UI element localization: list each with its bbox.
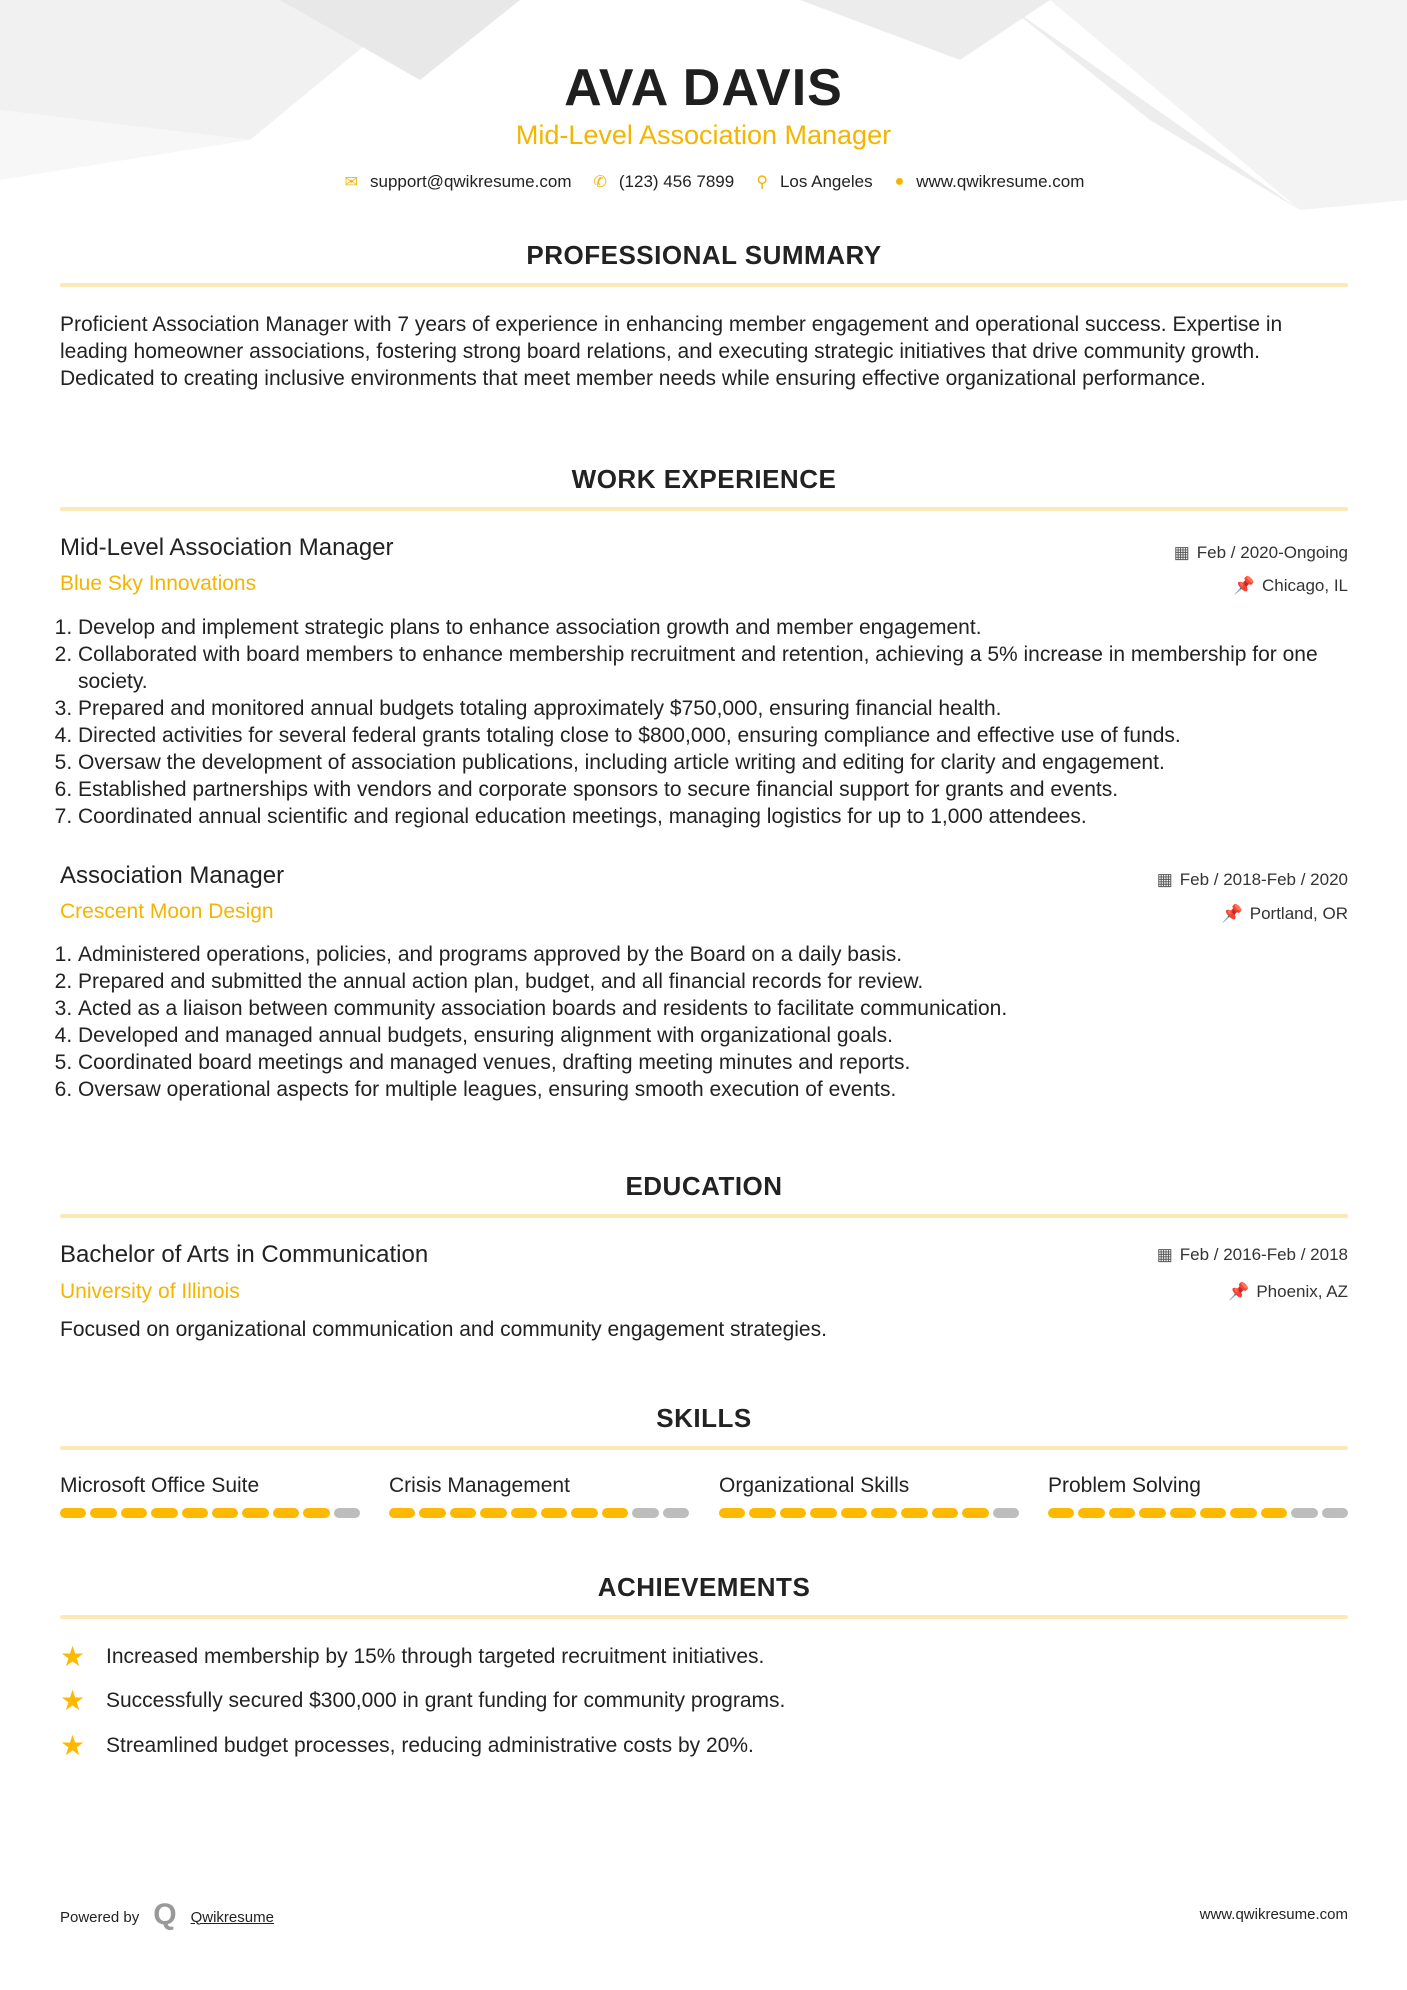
candidate-title: Mid-Level Association Manager (515, 120, 892, 150)
skill-item (60, 1474, 360, 1518)
footer-powered (60, 1898, 274, 1932)
list-item: 2. Collaborated with board members to enhance membership recruitment and retention, achieving a 5% increase in membership for one society. (78, 641, 1350, 695)
list-item: 4. Developed and managed annual budgets, ensuring alignment with organizational goals. (78, 1022, 1350, 1049)
skill-name: Organizational Skills (719, 1474, 910, 1497)
rating-dot-filled (719, 1508, 745, 1518)
rating-dot-empty (1291, 1508, 1317, 1518)
rating-dot-empty (993, 1508, 1019, 1518)
rating-dot-filled (182, 1508, 208, 1518)
achievements-section-header (60, 1572, 1348, 1619)
website[interactable]: www.qwikresume.com (916, 172, 1085, 191)
education-description: Focused on organizational communication and community engagement strategies. (60, 1318, 827, 1341)
rating-dot-filled (242, 1508, 268, 1518)
skill-rating (389, 1508, 689, 1518)
calendar-icon: ▦ (1156, 870, 1173, 889)
divider (60, 507, 1348, 511)
skill-name: Problem Solving (1048, 1474, 1201, 1497)
skill-item (389, 1474, 689, 1518)
location: Los Angeles (779, 172, 873, 191)
experience-section-header (60, 464, 1348, 511)
rating-dot-filled (121, 1508, 147, 1518)
achievement-item (60, 1729, 754, 1762)
section-title: PROFESSIONAL SUMMARY (526, 240, 882, 270)
rating-dot-filled (419, 1508, 445, 1518)
job-title: Mid-Level Association Manager (60, 534, 394, 561)
star-icon: ★ (60, 1685, 86, 1716)
email-icon: ✉ (344, 174, 358, 191)
job-bullets (60, 614, 1350, 830)
calendar-icon: ▦ (1173, 543, 1190, 562)
pin-icon: 📌 (1221, 904, 1243, 923)
star-icon: ★ (60, 1730, 86, 1761)
rating-dot-filled (962, 1508, 988, 1518)
skill-rating (60, 1508, 360, 1518)
location-text: Phoenix, AZ (1256, 1282, 1348, 1301)
achievement-text: Increased membership by 15% through targeted recruitment initiatives. (106, 1644, 765, 1668)
section-title: SKILLS (656, 1403, 752, 1433)
job-location (1222, 904, 1348, 924)
section-title: WORK EXPERIENCE (571, 464, 837, 494)
divider (60, 1214, 1348, 1218)
rating-dot-filled (1078, 1508, 1104, 1518)
dates-text: Feb / 2016-Feb / 2018 (1179, 1245, 1348, 1264)
education-location (1228, 1282, 1348, 1302)
summary-section-header (60, 240, 1348, 287)
degree: Bachelor of Arts in Communication (60, 1241, 429, 1268)
candidate-name: AVA DAVIS (564, 59, 843, 117)
rating-dot-filled (450, 1508, 476, 1518)
achievement-item (60, 1684, 785, 1717)
location-pin-icon: ⚲ (756, 174, 768, 191)
qwikresume-logo-icon: Q (153, 1898, 177, 1931)
list-item: 6. Oversaw operational aspects for multiple leagues, ensuring smooth execution of events. (78, 1076, 1350, 1103)
rating-dot-filled (571, 1508, 597, 1518)
rating-dot-filled (480, 1508, 506, 1518)
pin-icon: 📌 (1233, 576, 1255, 595)
rating-dot-empty (663, 1508, 689, 1518)
school-name: University of Illinois (60, 1280, 240, 1303)
rating-dot-filled (511, 1508, 537, 1518)
star-icon: ★ (60, 1641, 86, 1672)
job-location (1234, 576, 1348, 596)
rating-dot-filled (212, 1508, 238, 1518)
list-item: 3. Acted as a liaison between community association boards and residents to facilitate communication. (78, 995, 1350, 1022)
skills-section-header (60, 1403, 1348, 1450)
company-name: Crescent Moon Design (60, 900, 274, 923)
rating-dot-filled (151, 1508, 177, 1518)
job-dates (1174, 543, 1348, 563)
location-text: Portland, OR (1249, 904, 1348, 923)
rating-dot-filled (1230, 1508, 1256, 1518)
section-title: ACHIEVEMENTS (597, 1572, 811, 1602)
skill-item (1048, 1474, 1348, 1518)
list-item: 3. Prepared and monitored annual budgets totaling approximately $750,000, ensuring financial health. (78, 695, 1350, 722)
contact-bar (0, 172, 1407, 192)
job-title: Association Manager (60, 862, 285, 889)
rating-dot-filled (780, 1508, 806, 1518)
achievement-item (60, 1640, 764, 1673)
rating-dot-filled (1170, 1508, 1196, 1518)
calendar-icon: ▦ (1156, 1245, 1173, 1264)
rating-dot-empty (632, 1508, 658, 1518)
rating-dot-filled (1261, 1508, 1287, 1518)
rating-dot-filled (749, 1508, 775, 1518)
list-item: 6. Established partnerships with vendors and corporate sponsors to secure financial support for grants and events. (78, 776, 1350, 803)
rating-dot-filled (90, 1508, 116, 1518)
location-text: Chicago, IL (1262, 576, 1348, 595)
phone-icon: ✆ (593, 174, 607, 191)
rating-dot-filled (841, 1508, 867, 1518)
powered-by-label: Powered by (60, 1908, 140, 1926)
summary-text: Proficient Association Manager with 7 years of experience in enhancing member engagement and operational success. Expertise in leading homeowner associations, fostering strong board relations, and executing strategic initiatives that drive community growth. Dedicated to creating inclusive environments that meet member needs while ensuring effective organizational performance. (60, 313, 1283, 390)
pin-icon: 📌 (1228, 1282, 1250, 1301)
rating-dot-empty (1322, 1508, 1348, 1518)
rating-dot-filled (60, 1508, 86, 1518)
list-item: 1. Develop and implement strategic plans to enhance association growth and member engagement. (78, 614, 1350, 641)
rating-dot-filled (1048, 1508, 1074, 1518)
rating-dot-filled (1139, 1508, 1165, 1518)
skill-item (719, 1474, 1019, 1518)
job-dates (1157, 870, 1348, 890)
company-name: Blue Sky Innovations (60, 572, 257, 595)
skill-name: Microsoft Office Suite (60, 1474, 260, 1497)
rating-dot-filled (1109, 1508, 1135, 1518)
achievement-text: Streamlined budget processes, reducing administrative costs by 20%. (106, 1733, 754, 1757)
education-section-header (60, 1171, 1348, 1218)
phone: (123) 456 7899 (618, 172, 735, 191)
divider (60, 1615, 1348, 1619)
skill-rating (1048, 1508, 1348, 1518)
rating-dot-filled (932, 1508, 958, 1518)
divider (60, 283, 1348, 287)
divider (60, 1446, 1348, 1450)
section-title: EDUCATION (625, 1171, 783, 1201)
job-bullets (60, 941, 1350, 1103)
skill-rating (719, 1508, 1019, 1518)
rating-dot-filled (1200, 1508, 1226, 1518)
qwikresume-link[interactable]: Qwikresume (190, 1908, 274, 1926)
email[interactable]: support@qwikresume.com (369, 172, 572, 191)
education-dates (1157, 1245, 1348, 1265)
rating-dot-filled (273, 1508, 299, 1518)
rating-dot-filled (602, 1508, 628, 1518)
globe-icon: ● (894, 173, 905, 190)
rating-dot-filled (871, 1508, 897, 1518)
rating-dot-empty (334, 1508, 360, 1518)
list-item: 5. Oversaw the development of association publications, including article writing and editing for clarity and engagement. (78, 749, 1350, 776)
list-item: 5. Coordinated board meetings and managed venues, drafting meeting minutes and reports. (78, 1049, 1350, 1076)
footer-website[interactable]: www.qwikresume.com (1199, 1906, 1348, 1923)
rating-dot-filled (810, 1508, 836, 1518)
dates-text: Feb / 2018-Feb / 2020 (1179, 870, 1348, 889)
skill-name: Crisis Management (389, 1474, 570, 1497)
list-item: 4. Directed activities for several federal grants totaling close to $800,000, ensuring compliance and effective use of funds. (78, 722, 1350, 749)
dates-text: Feb / 2020-Ongoing (1196, 543, 1348, 562)
rating-dot-filled (901, 1508, 927, 1518)
list-item: 1. Administered operations, policies, and programs approved by the Board on a daily basis. (78, 941, 1350, 968)
list-item: 2. Prepared and submitted the annual action plan, budget, and all financial records for review. (78, 968, 1350, 995)
list-item: 7. Coordinated annual scientific and regional education meetings, managing logistics for up to 1,000 attendees. (78, 803, 1350, 830)
rating-dot-filled (389, 1508, 415, 1518)
rating-dot-filled (541, 1508, 567, 1518)
achievement-text: Successfully secured $300,000 in grant funding for community programs. (106, 1688, 786, 1712)
rating-dot-filled (303, 1508, 329, 1518)
